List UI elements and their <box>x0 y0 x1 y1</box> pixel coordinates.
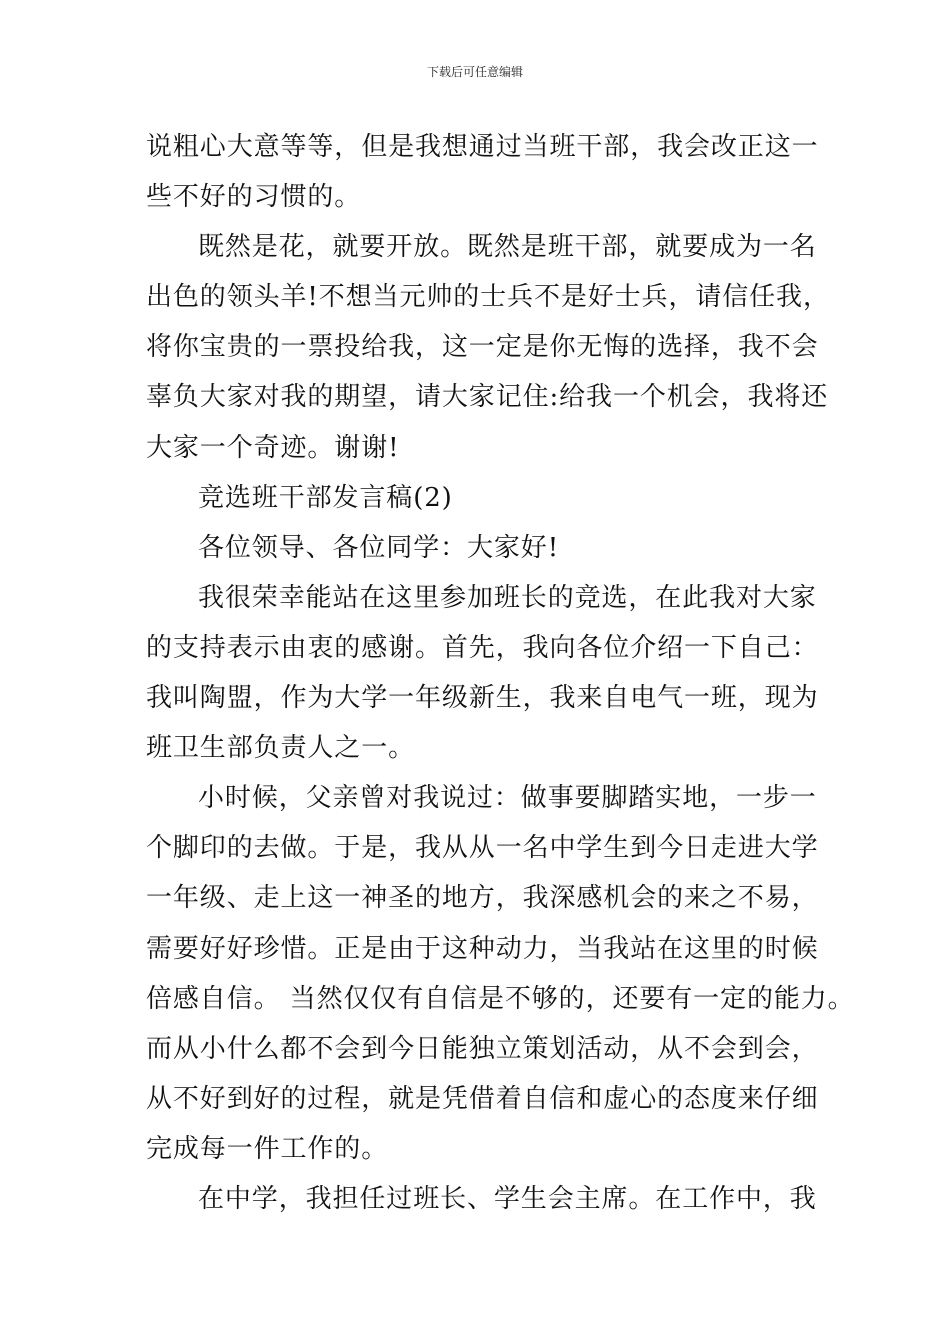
text-line: 辜负大家对我的期望，请大家记住:给我一个机会，我将还 <box>146 382 829 413</box>
text-line: 我叫陶盟，作为大学一年级新生，我来自电气一班，现为 <box>146 683 819 714</box>
text-line: 从不好到好的过程，就是凭借着自信和虚心的态度来仔细 <box>146 1083 819 1114</box>
text-line: 一年级、走上这一神圣的地方，我深感机会的来之不易， <box>146 883 819 914</box>
text-line: 完成每一件工作的。 <box>146 1133 389 1164</box>
page-header: 下载后可任意编辑 <box>426 65 523 79</box>
document-body <box>146 122 855 1224</box>
text-line: 些不好的习惯的。 <box>146 182 362 213</box>
text-line: 倍感自信。 当然仅仅有自信是不够的，还要有一定的能力。 <box>146 983 855 1014</box>
text-line: 而从小什么都不会到今日能独立策划活动，从不会到会， <box>146 1033 819 1064</box>
text-line: 说粗心大意等等，但是我想通过当班干部，我会改正这一 <box>146 132 819 162</box>
text-line: 出色的领头羊!不想当元帅的士兵不是好士兵，请信任我， <box>146 282 830 313</box>
paragraph-first-line: 我很荣幸能站在这里参加班长的竞选，在此我对大家 <box>198 582 817 613</box>
greeting-line: 各位领导、各位同学：大家好! <box>198 532 560 563</box>
text-line: 班卫生部负责人之一。 <box>146 733 416 764</box>
text-line: 需要好好珍惜。正是由于这种动力，当我站在这里的时候 <box>146 933 819 964</box>
section-title: 竞选班干部发言稿(2) <box>198 482 453 513</box>
paragraph-first-line: 在中学，我担任过班长、学生会主席。在工作中，我 <box>198 1183 817 1214</box>
paragraph-first-line: 既然是花，就要开放。既然是班干部，就要成为一名 <box>198 232 817 263</box>
text-line: 个脚印的去做。于是，我从从一名中学生到今日走进大学 <box>146 833 819 864</box>
text-line: 的支持表示由衷的感谢。首先，我向各位介绍一下自己： <box>146 632 819 663</box>
text-line: 将你宝贵的一票投给我，这一定是你无悔的选择，我不会 <box>146 332 819 363</box>
text-line: 大家一个奇迹。谢谢! <box>146 432 400 463</box>
paragraph-first-line: 小时候，父亲曾对我说过：做事要脚踏实地，一步一 <box>198 783 817 814</box>
